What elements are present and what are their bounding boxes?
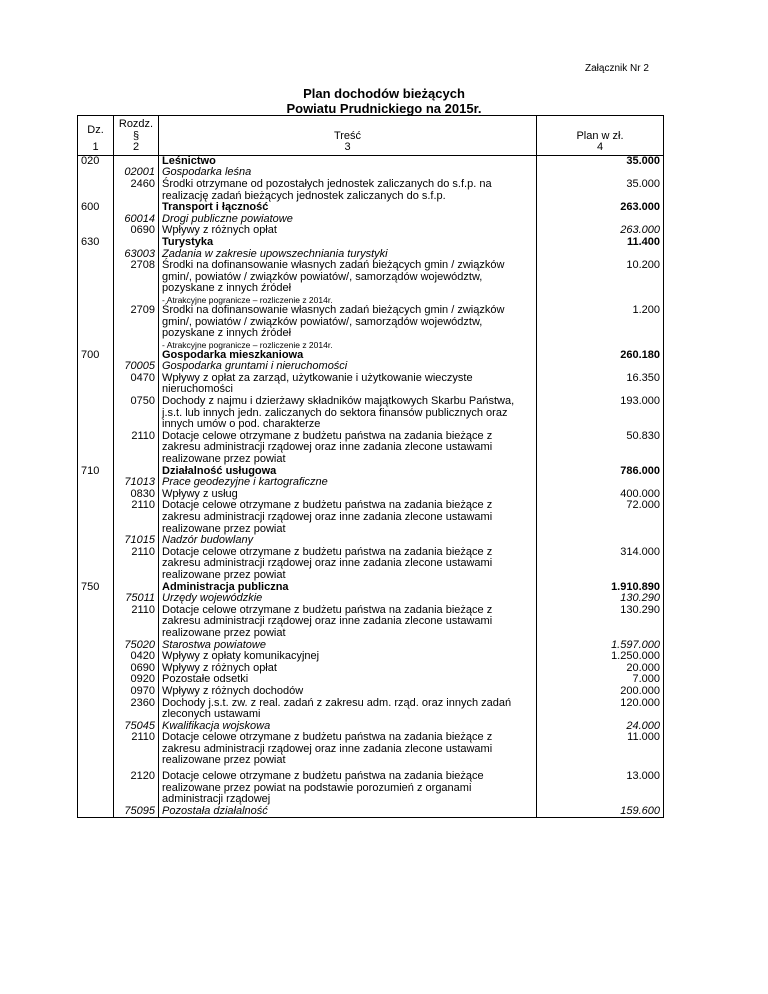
- cell-tresc: Drogi publiczne powiatowe: [159, 214, 537, 226]
- cell-tresc: Gospodarka leśna: [159, 167, 537, 179]
- cell-dz: [78, 767, 114, 806]
- cell-amount: 11.400: [537, 237, 664, 249]
- cell-tresc: Pozostała działalność: [159, 806, 537, 818]
- cell-dz: [78, 431, 114, 466]
- cell-dz: [78, 214, 114, 226]
- table-row: [78, 547, 664, 582]
- cell-tresc: Dochody j.s.t. zw. z real. zadań z zakresu adm. rząd. oraz innych zadań zleconych ustawami: [159, 698, 537, 721]
- cell-dz: [78, 640, 114, 652]
- cell-tresc: Wpływy z różnych opłat: [159, 663, 537, 675]
- table-row: [78, 806, 664, 818]
- table-row: [78, 500, 664, 535]
- cell-amount: 1.200: [537, 305, 664, 340]
- cell-dz: [78, 489, 114, 501]
- cell-rozdz: 0830: [114, 489, 159, 501]
- cell-amount: 72.000: [537, 500, 664, 535]
- cell-dz: 630: [78, 237, 114, 249]
- cell-amount: 786.000: [537, 466, 664, 478]
- cell-rozdz: [114, 202, 159, 214]
- table-row: [78, 732, 664, 767]
- cell-amount: 193.000: [537, 396, 664, 431]
- cell-rozdz: 0920: [114, 674, 159, 686]
- cell-amount: 120.000: [537, 698, 664, 721]
- cell-tresc: Dotacje celowe otrzymane z budżetu państwa na zadania bieżące z zakresu administracji rządowej oraz inne zadania zlecone ustawami realizowane przez powiat: [159, 547, 537, 582]
- cell-tresc: Urzędy wojewódzkie: [159, 593, 537, 605]
- cell-dz: [78, 373, 114, 396]
- title-line-1: Plan dochodów bieżących: [303, 86, 465, 101]
- table-row: [78, 305, 664, 340]
- cell-rozdz: 0750: [114, 396, 159, 431]
- cell-rozdz: 2110: [114, 431, 159, 466]
- cell-dz: [78, 698, 114, 721]
- cell-tresc: Wpływy z różnych opłat: [159, 225, 537, 237]
- cell-tresc: Dochody z najmu i dzierżawy składników majątkowych Skarbu Państwa, j.s.t. lub innych jedn. zaliczanych do sektora finansów publicznych oraz innych umów o pod. charakterze: [159, 396, 537, 431]
- cell-dz: [78, 249, 114, 261]
- title-line-2: Powiatu Prudnickiego na 2015r.: [286, 101, 482, 116]
- cell-tresc: Turystyka: [159, 237, 537, 249]
- cell-amount: 130.290: [537, 605, 664, 640]
- cell-rozdz: 71015: [114, 535, 159, 547]
- cell-rozdz: 75020: [114, 640, 159, 652]
- cell-rozdz: 0690: [114, 225, 159, 237]
- cell-dz: 600: [78, 202, 114, 214]
- cell-tresc: Administracja publiczna: [159, 582, 537, 594]
- cell-dz: 750: [78, 582, 114, 594]
- cell-amount: 200.000: [537, 686, 664, 698]
- cell-dz: [78, 721, 114, 733]
- cell-amount: 263.000: [537, 225, 664, 237]
- cell-amount: 263.000: [537, 202, 664, 214]
- cell-tresc: Dotacje celowe otrzymane z budżetu państwa na zadania bieżące z zakresu administracji rządowej oraz inne zadania zlecone ustawami realizowane przez powiat: [159, 732, 537, 767]
- cell-tresc: Gospodarka gruntami i nieruchomości: [159, 361, 537, 373]
- cell-rozdz: 2110: [114, 500, 159, 535]
- cell-amount: 1.910.890: [537, 582, 664, 594]
- cell-rozdz: 63003: [114, 249, 159, 261]
- page-title: [0, 86, 768, 116]
- table-row: [78, 179, 664, 202]
- table-row: [78, 260, 664, 295]
- col-header-plan: Plan w zł.: [537, 116, 664, 143]
- cell-amount: 35.000: [537, 179, 664, 202]
- cell-tresc: - Atrakcyjne pogranicze – rozliczenie z 2014r.: [159, 340, 537, 350]
- cell-amount: 260.180: [537, 350, 664, 362]
- cell-tresc: Środki na dofinansowanie własnych zadań bieżących gmin / związków gmin/, powiatów / związków powiatów/, samorządów województw, pozyskane z innych źródeł: [159, 260, 537, 295]
- col-number-2: 2: [114, 142, 159, 155]
- cell-rozdz: 70005: [114, 361, 159, 373]
- col-number-4: 4: [537, 142, 664, 155]
- table-row: [78, 767, 664, 806]
- table-row: [78, 431, 664, 466]
- col-header-rozdz-line1: Rozdz.: [118, 118, 154, 130]
- cell-tresc: Wpływy z różnych dochodów: [159, 686, 537, 698]
- cell-rozdz: [114, 340, 159, 350]
- cell-tresc: - Atrakcyjne pogranicze – rozliczenie z 2014r.: [159, 295, 537, 305]
- cell-rozdz: 2110: [114, 547, 159, 582]
- table-row: [78, 202, 664, 214]
- cell-amount: 400.000: [537, 489, 664, 501]
- cell-rozdz: 60014: [114, 214, 159, 226]
- cell-tresc: Leśnictwo: [159, 155, 537, 167]
- cell-amount: 159.600: [537, 806, 664, 818]
- cell-dz: [78, 605, 114, 640]
- cell-tresc: Dotacje celowe otrzymane z budżetu państwa na zadania bieżące realizowane przez powiat na podstawie porozumień z organami administracji rządowej: [159, 767, 537, 806]
- cell-tresc: Wpływy z opłat za zarząd, użytkowanie i użytkowanie wieczyste nieruchomości: [159, 373, 537, 396]
- col-number-1: 1: [78, 142, 114, 155]
- cell-dz: [78, 396, 114, 431]
- table-row: [78, 605, 664, 640]
- col-header-tresc: Treść: [159, 116, 537, 143]
- cell-rozdz: 75011: [114, 593, 159, 605]
- table-row: [78, 651, 664, 663]
- cell-rozdz: [114, 237, 159, 249]
- cell-rozdz: 0420: [114, 651, 159, 663]
- cell-dz: [78, 593, 114, 605]
- cell-amount: 16.350: [537, 373, 664, 396]
- cell-rozdz: 2360: [114, 698, 159, 721]
- cell-rozdz: 0470: [114, 373, 159, 396]
- table-row: [78, 373, 664, 396]
- cell-rozdz: 02001: [114, 167, 159, 179]
- cell-tresc: Kwalifikacja wojskowa: [159, 721, 537, 733]
- cell-tresc: Działalność usługowa: [159, 466, 537, 478]
- cell-tresc: Dotacje celowe otrzymane z budżetu państwa na zadania bieżące z zakresu administracji rządowej oraz inne zadania zlecone ustawami realizowane przez powiat: [159, 431, 537, 466]
- cell-amount: 24.000: [537, 721, 664, 733]
- cell-tresc: Prace geodezyjne i kartograficzne: [159, 477, 537, 489]
- cell-tresc: Dotacje celowe otrzymane z budżetu państwa na zadania bieżące z zakresu administracji rządowej oraz inne zadania zlecone ustawami realizowane przez powiat: [159, 500, 537, 535]
- cell-amount: 20.000: [537, 663, 664, 675]
- attachment-label: Załącznik Nr 2: [585, 63, 649, 74]
- cell-rozdz: 2460: [114, 179, 159, 202]
- cell-dz: [78, 260, 114, 295]
- budget-table: [77, 115, 664, 818]
- table-row: [78, 237, 664, 249]
- cell-rozdz: 2709: [114, 305, 159, 340]
- cell-tresc: Wpływy z usług: [159, 489, 537, 501]
- cell-amount: 130.290: [537, 593, 664, 605]
- cell-amount: 35.000: [537, 155, 664, 167]
- cell-rozdz: 71013: [114, 477, 159, 489]
- cell-amount: 50.830: [537, 431, 664, 466]
- cell-dz: [78, 663, 114, 675]
- col-header-dz: Dz.: [78, 116, 114, 143]
- cell-tresc: Środki otrzymane od pozostałych jednostek zaliczanych do s.f.p. na realizację zadań bieżących jednostek zaliczanych do s.f.p.: [159, 179, 537, 202]
- table-row: [78, 686, 664, 698]
- cell-amount: 10.200: [537, 260, 664, 295]
- cell-dz: [78, 295, 114, 305]
- col-header-rozdz-line2: §: [132, 129, 140, 142]
- cell-tresc: Starostwa powiatowe: [159, 640, 537, 652]
- table-row: [78, 396, 664, 431]
- cell-dz: [78, 732, 114, 767]
- cell-dz: [78, 686, 114, 698]
- cell-dz: [78, 674, 114, 686]
- cell-rozdz: 2708: [114, 260, 159, 295]
- col-number-3: 3: [159, 142, 537, 155]
- cell-tresc: Transport i łączność: [159, 202, 537, 214]
- table-row: [78, 698, 664, 721]
- cell-rozdz: 0690: [114, 663, 159, 675]
- cell-dz: [78, 806, 114, 818]
- cell-dz: [78, 547, 114, 582]
- cell-tresc: Dotacje celowe otrzymane z budżetu państwa na zadania bieżące z zakresu administracji rządowej oraz inne zadania zlecone ustawami realizowane przez powiat: [159, 605, 537, 640]
- cell-dz: 700: [78, 350, 114, 362]
- cell-tresc: Nadzór budowlany: [159, 535, 537, 547]
- col-header-rozdz: [114, 116, 159, 143]
- cell-dz: 020: [78, 155, 114, 167]
- cell-amount: 1.250.000: [537, 651, 664, 663]
- cell-dz: [78, 500, 114, 535]
- cell-tresc: Pozostałe odsetki: [159, 674, 537, 686]
- cell-amount: 314.000: [537, 547, 664, 582]
- cell-rozdz: 2110: [114, 605, 159, 640]
- cell-rozdz: 75045: [114, 721, 159, 733]
- cell-tresc: Zadania w zakresie upowszechniania turystyki: [159, 249, 537, 261]
- cell-dz: 710: [78, 466, 114, 478]
- cell-dz: [78, 179, 114, 202]
- cell-tresc: Wpływy z opłaty komunikacyjnej: [159, 651, 537, 663]
- cell-rozdz: 75095: [114, 806, 159, 818]
- cell-tresc: Gospodarka mieszkaniowa: [159, 350, 537, 362]
- cell-amount: 7.000: [537, 674, 664, 686]
- cell-dz: [78, 361, 114, 373]
- cell-amount: 11.000: [537, 732, 664, 767]
- cell-rozdz: 0970: [114, 686, 159, 698]
- cell-dz: [78, 477, 114, 489]
- table-row: [78, 593, 664, 605]
- cell-rozdz: 2120: [114, 767, 159, 806]
- cell-dz: [78, 305, 114, 340]
- cell-rozdz: 2110: [114, 732, 159, 767]
- cell-tresc: Środki na dofinansowanie własnych zadań bieżących gmin / związków gmin/, powiatów / związków powiatów/, samorządów województw, pozyskane z innych źródeł: [159, 305, 537, 340]
- cell-amount: 13.000: [537, 767, 664, 806]
- cell-dz: [78, 651, 114, 663]
- cell-amount: 1.597.000: [537, 640, 664, 652]
- cell-dz: [78, 167, 114, 179]
- cell-dz: [78, 535, 114, 547]
